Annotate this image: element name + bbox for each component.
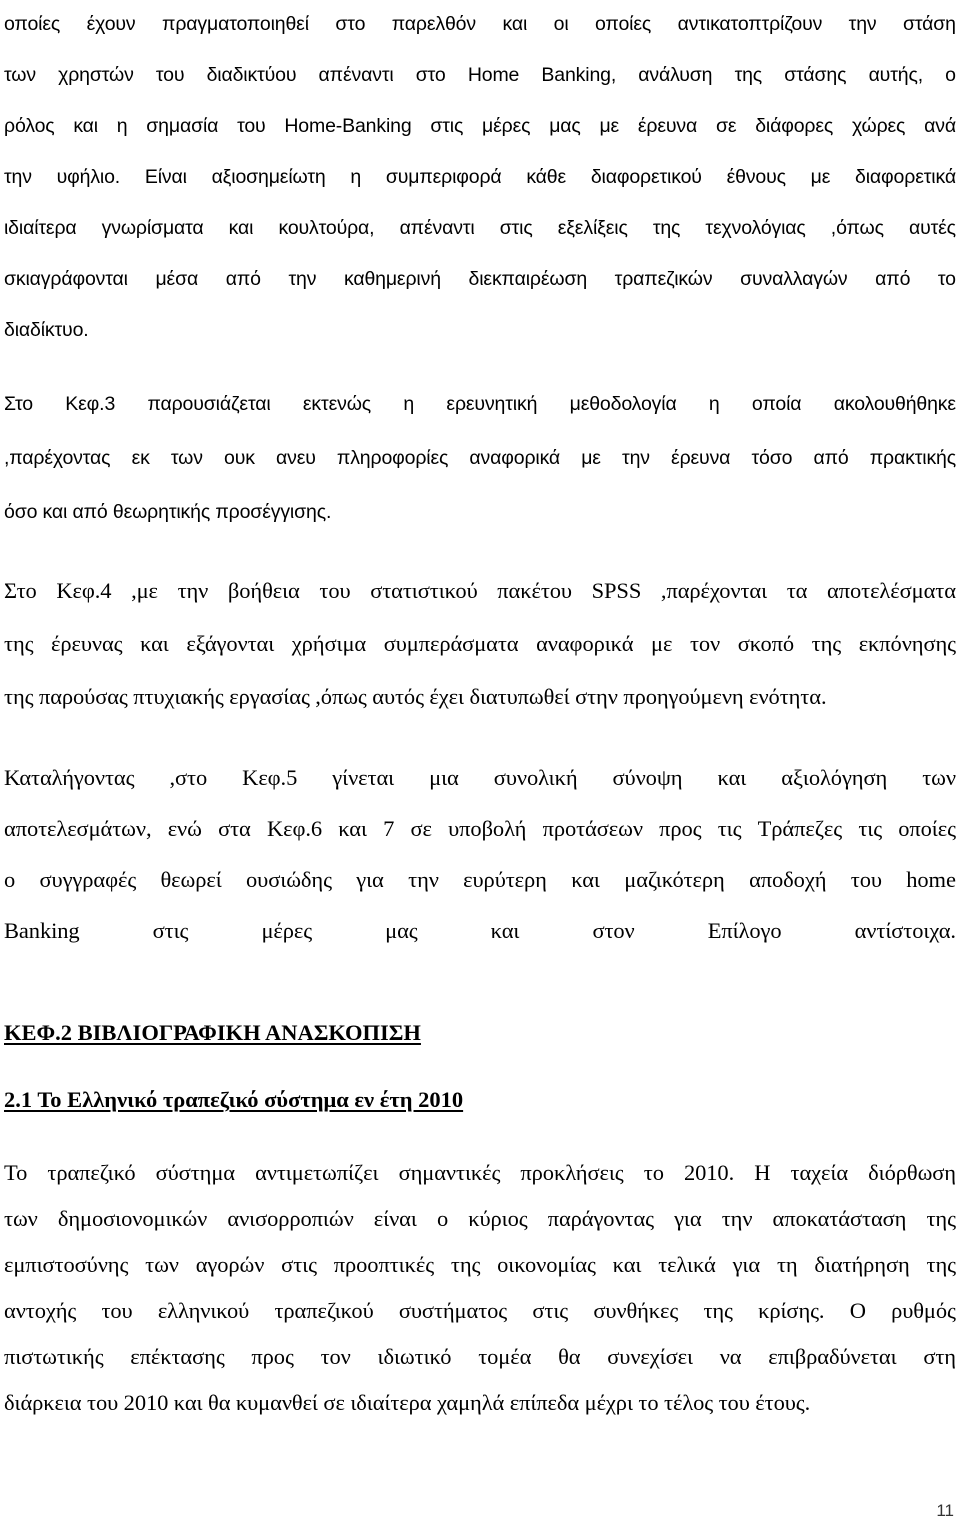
text-line: οποίες έχουν πραγματοποιηθεί στο παρελθόν και οι οποίες αντικατοπτρίζουν την στάση xyxy=(4,13,956,35)
text-line: ρόλος και η σημασία του Home-Banking στις μέρες μας με έρευνα σε διάφορες χώρες ανά xyxy=(4,115,956,137)
text-line: διαδίκτυο. xyxy=(4,319,89,341)
text-line: Καταλήγοντας ,στο Κεφ.5 γίνεται μια συνολική σύνοψη και αξιολόγηση των xyxy=(4,765,956,790)
chapter-heading: ΚΕΦ.2 ΒΙΒΛΙΟΓΡΑΦΙΚΗ ΑΝΑΣΚΟΠΙΣΗ xyxy=(4,1020,421,1045)
page-number: 11 xyxy=(936,1501,954,1520)
text-line: ,παρέχοντας εκ των ουκ ανευ πληροφορίες αναφορικά με την έρευνα τόσο από πρακτικής xyxy=(4,447,956,469)
text-line: σκιαγράφονται μέσα από την καθημερινή διεκπαιρέωση τραπεζικών συναλλαγών από το xyxy=(4,268,956,290)
text-line: την υφήλιο. Είναι αξιοσημείωτη η συμπεριφορά κάθε διαφορετικού έθνους με διαφορετικά xyxy=(4,166,956,188)
text-line: Banking στις μέρες μας και στον Επίλογο αντίστοιχα. xyxy=(4,918,956,943)
text-line: της παρούσας πτυχιακής εργασίας ,όπως αυτός έχει διατυπωθεί στην προηγούμενη ενότητα. xyxy=(4,684,827,709)
text-line: διάρκεια του 2010 και θα κυμανθεί σε ιδιαίτερα χαμηλά επίπεδα μέχρι το τέλος του έτους. xyxy=(4,1390,811,1415)
text-line: ο συγγραφές θεωρεί ουσιώδης για την ευρύτερη και μαζικότερη αποδοχή του home xyxy=(4,867,956,892)
text-line: όσο και από θεωρητικής προσέγγισης. xyxy=(4,501,332,523)
text-line: των δημοσιονομικών ανισορροπιών είναι ο κύριος παράγοντας για την αποκατάσταση της xyxy=(4,1206,956,1231)
text-line: των χρηστών του διαδικτύου απέναντι στο Home Banking, ανάλυση της στάσης αυτής, ο xyxy=(4,64,956,86)
text-line: Στο Κεφ.4 ,με την βοήθεια του στατιστικού πακέτου SPSS ,παρέχονται τα αποτελέσματα xyxy=(4,578,956,603)
text-line: της έρευνας και εξάγονται χρήσιμα συμπεράσματα αναφορικά με τον σκοπό της εκπόνησης xyxy=(4,631,956,656)
text-line: Στο Κεφ.3 παρουσιάζεται εκτενώς η ερευνητική μεθοδολογία η οποία ακολουθήθηκε xyxy=(4,393,956,415)
section-heading: 2.1 Το Ελληνικό τραπεζικό σύστημα εν έτη 2010 xyxy=(4,1087,464,1112)
text-line: αποτελεσμάτων, ενώ στα Κεφ.6 και 7 σε υποβολή προτάσεων προς τις Τράπεζες τις οποίες xyxy=(4,816,956,841)
text-line: εμπιστοσύνης των αγορών στις προοπτικές της οικονομίας και τελικά για τη διατήρηση της xyxy=(4,1252,956,1277)
text-line: αντοχής του ελληνικού τραπεζικού συστήματος στις συνθήκες της κρίσης. Ο ρυθμός xyxy=(4,1298,956,1323)
text-line: Το τραπεζικό σύστημα αντιμετωπίζει σημαντικές προκλήσεις το 2010. Η ταχεία διόρθωση xyxy=(4,1160,956,1185)
text-line: ιδιαίτερα γνωρίσματα και κουλτούρα, απέναντι στις εξελίξεις της τεχνολόγιας ,όπως αυτές xyxy=(4,217,956,239)
text-line: πιστωτικής επέκτασης προς τον ιδιωτικό τομέα θα συνεχίσει να επιβραδύνεται στη xyxy=(4,1344,956,1369)
